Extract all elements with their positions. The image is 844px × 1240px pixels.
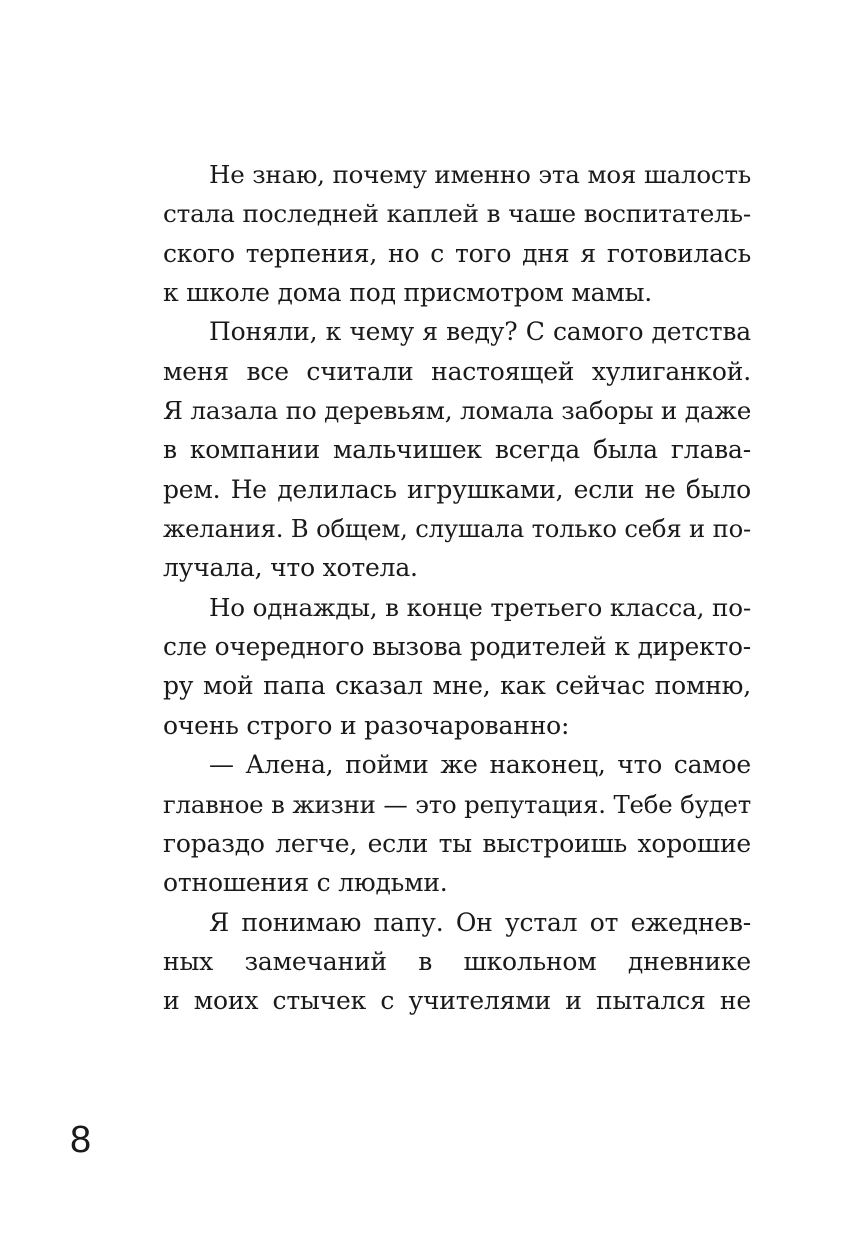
text-line: — Алена, пойми же наконец, что самое [209, 750, 751, 780]
text-line: Не знаю, почему именно эта моя шалость [209, 160, 751, 189]
text-line: ру мой папа сказал мне, как сейчас помню, [163, 671, 751, 701]
text-line: и моих стычек с учителями и пытался не [163, 986, 751, 1016]
text-line: лучала, что хотела. [163, 553, 418, 583]
text-line: Я понимаю папу. Он устал от ежеднев- [209, 907, 751, 937]
text-line: очень строго и разочарованно: [163, 710, 570, 740]
text-line: Я лазала по деревьям, ломала заборы и даже [163, 396, 752, 426]
text-line: Поняли, к чему я веду? С самого детства [209, 317, 751, 347]
text-line: рем. Не делилась игрушками, если не было [163, 474, 751, 504]
text-line: Но однажды, в конце третьего класса, по- [209, 592, 751, 622]
text-line: ных замечаний в школьном дневнике [163, 946, 751, 976]
text-line: гораздо легче, если ты выстроишь хорошие [163, 828, 751, 858]
text-line: к школе дома под присмотром мамы. [163, 278, 653, 308]
text-line: ского терпения, но с того дня я готовилась [163, 238, 751, 268]
text-line: отношения с людьми. [163, 868, 448, 898]
text-line: в компании мальчишек всегда была глава- [163, 435, 751, 465]
text-line: стала последней каплей в чаше воспитатель- [163, 199, 751, 229]
text-line: желания. В общем, слушала только себя и по- [163, 514, 751, 544]
page-number: 8 [70, 1119, 92, 1161]
page-body-text [163, 155, 751, 1021]
text-line: главное в жизни — это репутация. Тебе будет [163, 789, 751, 819]
text-line: сле очередного вызова родителей к директо- [163, 632, 751, 662]
text-line: меня все считали настоящей хулиганкой. [163, 356, 751, 386]
